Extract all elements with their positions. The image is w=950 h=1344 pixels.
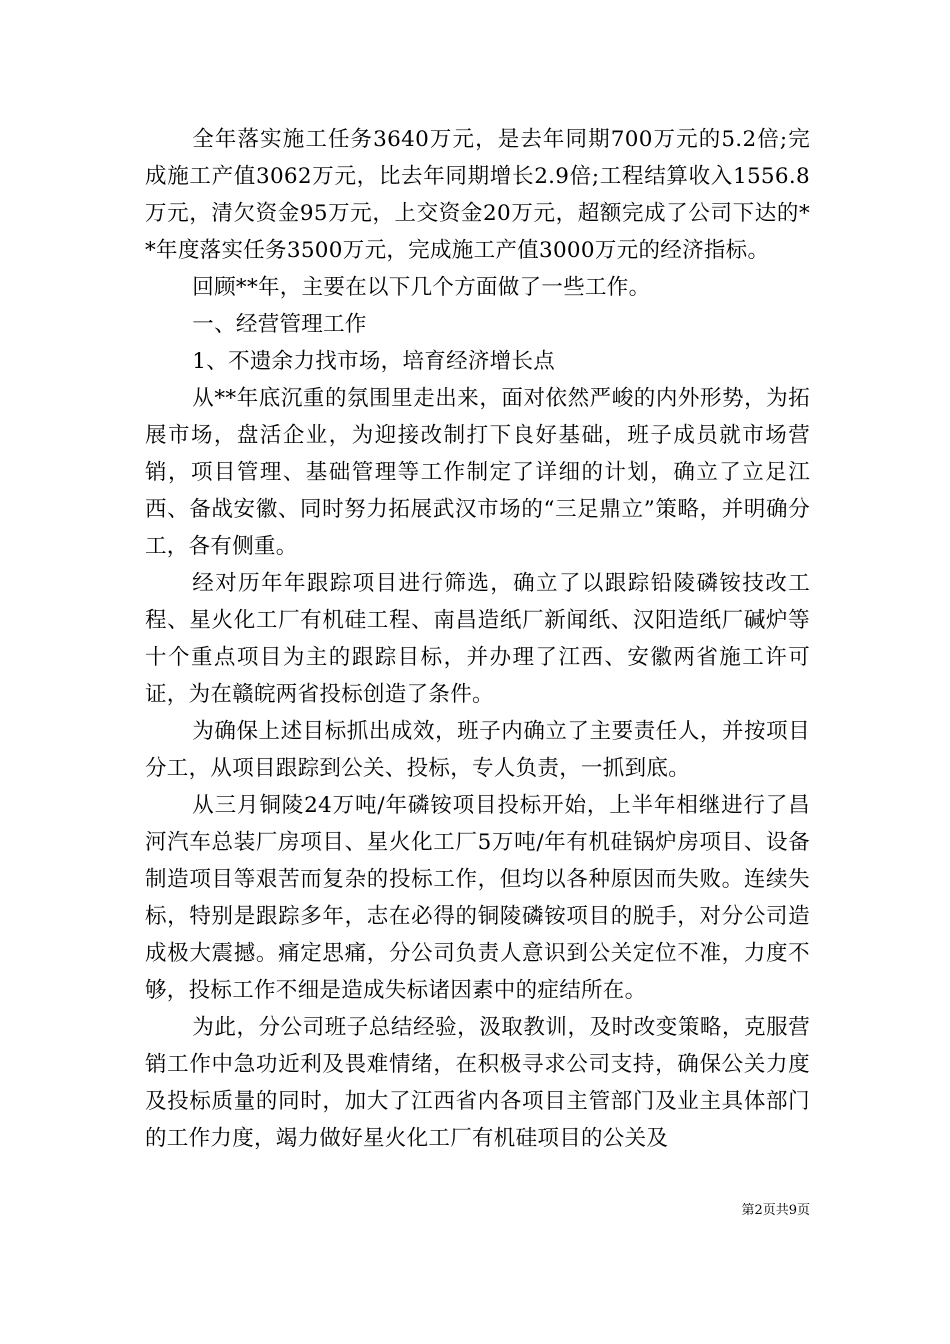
paragraph-strategy: 从**年底沉重的氛围里走出来，面对依然严峻的内外形势，为拓展市场，盘活企业，为迎接改制打下良好基础，班子成员就市场营销，项目管理、基础管理等工作制定了详细的计划，确立了立足江西、备战安徽、同时努力拓展武汉市场的“三足鼎立”策略，并明确分工，各有侧重。 [145,386,810,559]
paragraph-responsibility: 为确保上述目标抓出成效，班子内确立了主要责任人，并按项目分工，从项目跟踪到公关、投标，专人负责，一抓到底。 [145,719,810,781]
section-heading-management: 一、经营管理工作 [192,312,367,337]
paragraph-summary: 全年落实施工任务3640万元，是去年同期700万元的5.2倍;完成施工产值3062万元，比去年同期增长2.9倍;工程结算收入1556.8万元，清欠资金95万元，上交资金20万元，超额完成了公司下达的**年度落实任务3500万元，完成施工产值3000万元的经济指标。 [145,127,810,263]
paragraph-lessons: 为此，分公司班子总结经验，汲取教训，及时改变策略，克服营销工作中急功近利及畏难情绪，在积极寻求公司支持，确保公关力度及投标质量的同时，加大了江西省内各项目主管部门及业主具体部门的工作力度，竭力做好星火化工厂有机硅项目的公关及 [145,1015,810,1151]
page-number-footer: 第2页共9页 [741,1203,810,1218]
paragraph-key-projects: 经对历年年跟踪项目进行筛选，确立了以跟踪铅陵磷铵技改工程、星火化工厂有机硅工程、南昌造纸厂新闻纸、汉阳造纸厂碱炉等十个重点项目为主的跟踪目标，并办理了江西、安徽两省施工许可证，为在赣皖两省投标创造了条件。 [145,571,810,707]
paragraph-review-intro: 回顾**年，主要在以下几个方面做了一些工作。 [192,275,651,300]
paragraph-bidding: 从三月铜陵24万吨/年磷铵项目投标开始，上半年相继进行了昌河汽车总装厂房项目、星火化工厂5万吨/年有机硅锅炉房项目、设备制造项目等艰苦而复杂的投标工作，但均以各种原因而失败。连续失标，特别是跟踪多年，志在必得的铜陵磷铵项目的脱手，对分公司造成极大震撼。痛定思痛，分公司负责人意识到公关定位不准，力度不够，投标工作不细是造成失标诸因素中的症结所在。 [145,793,810,1003]
subsection-heading-market: 1、不遗余力找市场，培育经济增长点 [192,349,556,374]
document-body [145,121,810,1157]
